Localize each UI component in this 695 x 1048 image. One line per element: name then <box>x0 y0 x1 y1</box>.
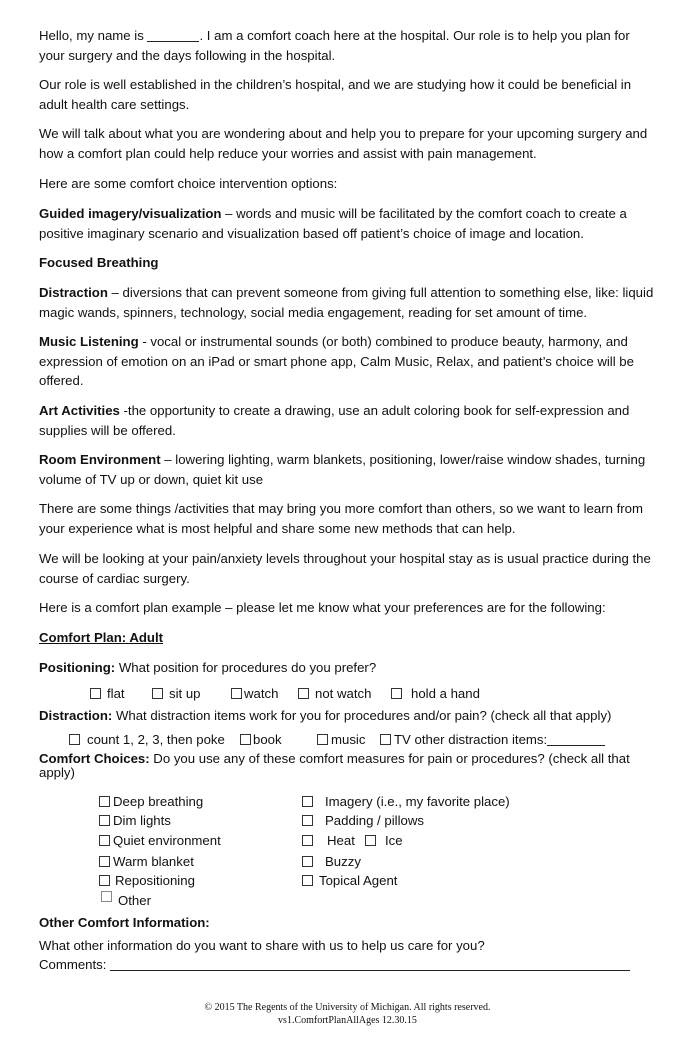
options-intro: Here are some comfort choice intervention options: <box>39 176 338 191</box>
positioning-option-not-watch[interactable]: not watch <box>298 686 371 702</box>
option-focused-breathing: Focused Breathing <box>39 255 159 270</box>
checkbox[interactable] <box>99 875 110 886</box>
checkbox[interactable] <box>99 815 110 826</box>
choice-heat[interactable]: Heat <box>302 833 355 849</box>
checkbox[interactable] <box>99 835 110 846</box>
positioning-question: Positioning: What position for procedures do you prefer? <box>39 660 377 675</box>
plan-title: Comfort Plan: Adult <box>39 630 164 645</box>
other-comfort-heading: Other Comfort Information: <box>39 915 210 930</box>
choice-topical-agent[interactable]: Topical Agent <box>302 873 397 889</box>
checkbox[interactable] <box>317 734 328 745</box>
distraction-option-count[interactable]: count 1, 2, 3, then poke <box>69 732 225 748</box>
positioning-option-watch[interactable]: watch <box>231 686 278 702</box>
checkbox[interactable] <box>69 734 80 745</box>
choice-imagery[interactable]: Imagery (i.e., my favorite place) <box>302 794 510 810</box>
prepare-paragraph: We will talk about what you are wondering about and help you to prepare for your upcoming surgery and how a comfort plan could help reduce your worries and assist with pain management. <box>39 126 648 161</box>
choice-buzzy[interactable]: Buzzy <box>302 854 361 870</box>
comments-blank[interactable] <box>110 970 630 971</box>
choice-ice[interactable]: Ice <box>365 833 403 849</box>
comfort-choices-question: Comfort Choices: Do you use any of these comfort measures for pain or procedures? (check all that apply) <box>39 751 630 780</box>
checkbox[interactable] <box>240 734 251 745</box>
activities-paragraph: There are some things /activities that may bring you more comfort than others, so we want to learn from your experience what is most helpful and share some new methods that can help. <box>39 501 643 536</box>
option-distraction: Distraction – diversions that can prevent someone from giving full attention to something else, like: liquid magic wands, spinners, technology, social media engagement, reading for set amount of time. <box>39 285 654 320</box>
option-music-listening: Music Listening - vocal or instrumental sounds (or both) combined to produce beauty, harmony, and expression of emotion on an iPad or smart phone app, Calm Music, Relax, and patient’s choice will be offered. <box>39 334 634 388</box>
distraction-question: Distraction: What distraction items work for you for procedures and/or pain? (check all that apply) <box>39 708 612 723</box>
checkbox[interactable] <box>99 856 110 867</box>
comments-line: Comments: <box>39 955 659 975</box>
checkbox[interactable] <box>302 835 313 846</box>
checkbox[interactable] <box>302 856 313 867</box>
copyright-footer: © 2015 The Regents of the University of Michigan. All rights reserved. <box>204 1002 491 1013</box>
checkbox[interactable] <box>302 815 313 826</box>
positioning-option-flat[interactable]: flat <box>90 686 125 702</box>
choice-warm-blanket[interactable]: Warm blanket <box>99 854 194 870</box>
checkbox[interactable] <box>365 835 376 846</box>
checkbox[interactable] <box>298 688 309 699</box>
checkbox[interactable] <box>302 796 313 807</box>
checkbox[interactable] <box>90 688 101 699</box>
checkbox[interactable] <box>302 875 313 886</box>
checkbox[interactable] <box>152 688 163 699</box>
option-guided-imagery: Guided imagery/visualization – words and music will be facilitated by the comfort coach to create a positive imaginary scenario and visualization based off patient’s choice of image and location. <box>39 206 627 241</box>
other-distraction-blank[interactable] <box>547 745 605 746</box>
role-paragraph: Our role is well established in the children’s hospital, and we are studying how it could be beneficial in adult health care settings. <box>39 77 632 112</box>
intro-paragraph: Hello, my name is . I am a comfort coach here at the hospital. Our role is to help you plan for your surgery and the days following in the hospital. <box>39 28 630 63</box>
distraction-option-book[interactable]: book <box>240 732 282 748</box>
name-blank[interactable] <box>147 41 199 42</box>
version-footer: vs1.ComfortPlanAllAges 12.30.15 <box>278 1015 417 1026</box>
choice-quiet-environment[interactable]: Quiet environment <box>99 833 221 849</box>
choice-deep-breathing[interactable]: Deep breathing <box>99 794 203 810</box>
distraction-option-tv-other[interactable]: TV other distraction items: <box>380 732 605 748</box>
checkbox[interactable] <box>99 796 110 807</box>
checkbox[interactable] <box>101 891 112 902</box>
option-room-environment: Room Environment – lowering lighting, warm blankets, positioning, lower/raise window shades, turning volume of TV up or down, quiet kit use <box>39 452 646 487</box>
choice-repositioning[interactable]: Repositioning <box>99 873 195 889</box>
distraction-option-music[interactable]: music <box>317 732 365 748</box>
pain-levels-paragraph: We will be looking at your pain/anxiety levels throughout your hospital stay as is usual practice during the course of cardiac surgery. <box>39 551 651 586</box>
plan-example-paragraph: Here is a comfort plan example – please let me know what your preferences are for the following: <box>39 600 606 615</box>
positioning-option-hold-hand[interactable]: hold a hand <box>391 686 480 702</box>
checkbox[interactable] <box>231 688 242 699</box>
choice-other[interactable]: Other <box>101 891 151 909</box>
checkbox[interactable] <box>391 688 402 699</box>
choice-padding-pillows[interactable]: Padding / pillows <box>302 813 424 829</box>
other-info-question: What other information do you want to share with us to help us care for you? <box>39 938 485 953</box>
positioning-option-sit-up[interactable]: sit up <box>152 686 201 702</box>
option-art-activities: Art Activities -the opportunity to create a drawing, use an adult coloring book for self-expression and supplies will be offered. <box>39 403 630 438</box>
choice-dim-lights[interactable]: Dim lights <box>99 813 171 829</box>
checkbox[interactable] <box>380 734 391 745</box>
